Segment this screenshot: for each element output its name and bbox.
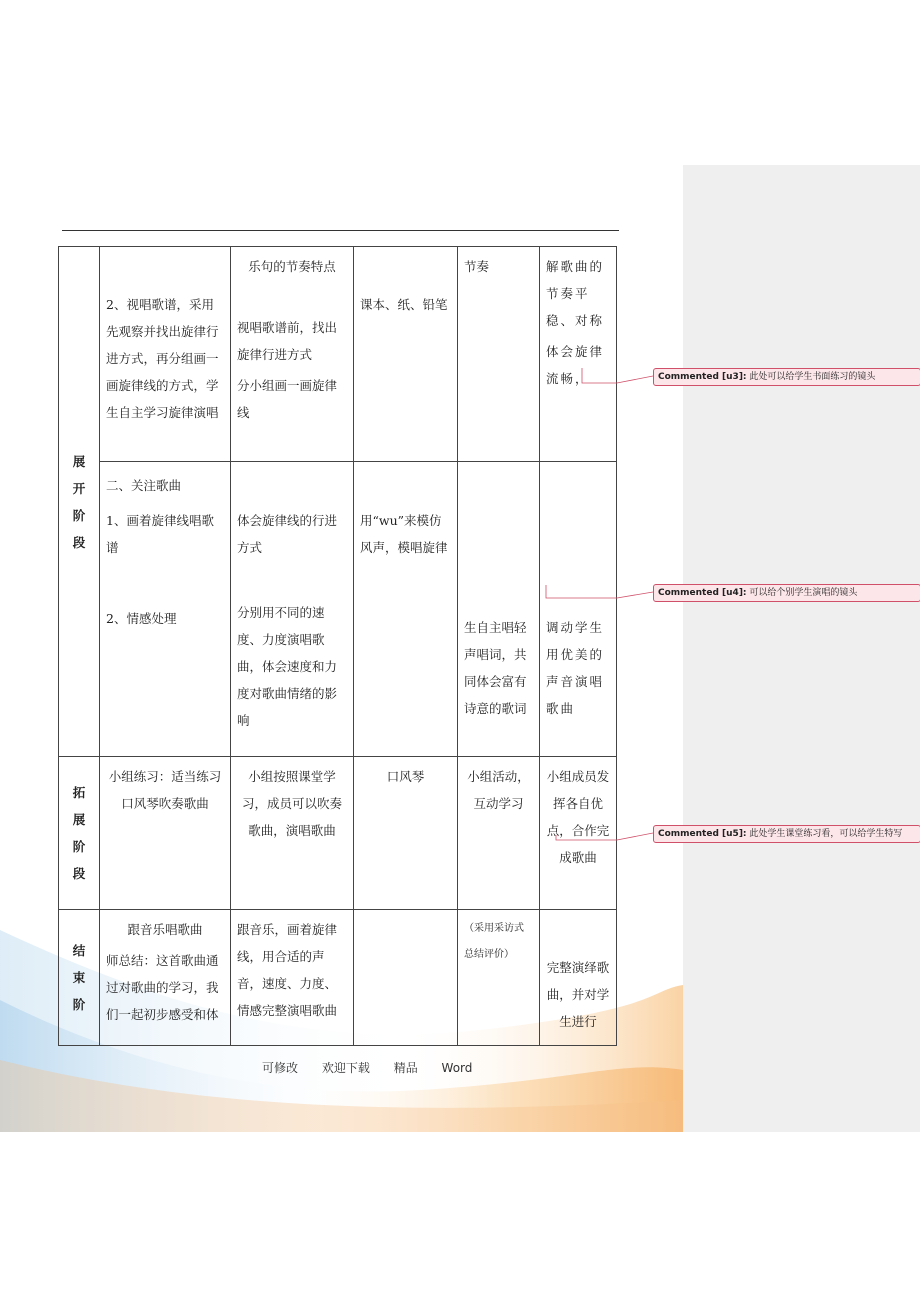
page-footer [262, 1059, 486, 1076]
stage-cell-end [59, 910, 100, 1046]
table-cell [231, 247, 354, 462]
cell-text: 小组练习：适当练习口风琴吹奏歌曲 [108, 769, 222, 811]
stage-char: 段 [72, 534, 86, 550]
stage-char: 展 [72, 812, 86, 827]
table-cell [100, 247, 231, 462]
cell-text: 1、画着旋律线唱歌谱 [106, 513, 214, 555]
comment-text: 此处学生课堂练习看，可以给学生特写 [749, 829, 903, 839]
stage-char: 束 [72, 970, 86, 985]
stage-char: 阶 [72, 839, 86, 854]
table-cell [354, 247, 458, 462]
cell-text: 师总结：这首歌曲通过对歌曲的学习，我们一起初步感受和体 [106, 953, 219, 1022]
cell-text: 解歌曲的节奏平稳、对称 [546, 259, 605, 328]
cell-text: 分别用不同的速度、力度演唱歌曲，体会速度和力度对歌曲情绪的影响 [237, 605, 338, 728]
comment-text: 此处可以给学生书面练习的镜头 [749, 372, 876, 382]
table-cell [354, 462, 458, 757]
cell-text: 分小组画一画旋律线 [237, 378, 338, 420]
stage-cell-extend [59, 757, 100, 910]
header-rule [62, 230, 619, 231]
comment-balloon[interactable] [653, 584, 920, 602]
table-cell [458, 462, 540, 757]
footer-text: 可修改 [262, 1061, 299, 1075]
cell-text: 生自主唱轻声唱词，共同体会富有诗意的歌词 [464, 620, 527, 716]
cell-text: 口风琴 [386, 769, 425, 784]
footer-text: 精品 [393, 1061, 418, 1075]
table-row [59, 910, 617, 1046]
comment-text: 可以给个别学生演唱的镜头 [749, 588, 858, 598]
stage-char: 阶 [72, 507, 86, 523]
table-cell [458, 910, 540, 1046]
table-cell [354, 757, 458, 910]
cell-text: 体会旋律线的行进方式 [237, 513, 338, 555]
table-cell [540, 462, 617, 757]
comments-margin-pane [683, 165, 920, 1132]
footer-text: 欢迎下载 [321, 1061, 370, 1075]
cell-text: 小组成员发挥各自优点，合作完成歌曲 [546, 769, 610, 865]
lesson-plan-table [58, 246, 617, 1046]
table-cell [458, 757, 540, 910]
table-cell [100, 757, 231, 910]
table-row [59, 462, 617, 757]
cell-text: 视唱歌谱前，找出旋律行进方式 [237, 320, 338, 362]
cell-text: 2、情感处理 [106, 611, 177, 626]
stage-char: 展 [72, 453, 86, 469]
comment-balloon[interactable] [653, 825, 920, 843]
table-cell [231, 462, 354, 757]
stage-char: 开 [72, 480, 86, 496]
table-row [59, 757, 617, 910]
cell-text: 跟音乐唱歌曲 [127, 922, 203, 937]
table-cell [100, 462, 231, 757]
comment-tag: Commented [u3]: [658, 372, 747, 382]
table-cell [458, 247, 540, 462]
table-cell [540, 247, 617, 462]
table-cell [540, 910, 617, 1046]
cell-text: （采用采访式总结评价） [464, 923, 524, 960]
cell-text: 小组活动，互动学习 [467, 769, 530, 811]
table-cell [231, 910, 354, 1046]
comment-tag: Commented [u5]: [658, 829, 747, 839]
footer-text: Word [441, 1061, 473, 1075]
cell-text: 小组按照课堂学习，成员可以吹奏歌曲，演唱歌曲 [241, 769, 342, 838]
cell-text: 用“wu”来模仿风声，模唱旋律 [360, 513, 448, 555]
comment-tag: Commented [u4]: [658, 588, 747, 598]
cell-text: 二、关注歌曲 [106, 478, 182, 493]
table-cell [540, 757, 617, 910]
cell-text: 2、视唱歌谱，采用先观察并找出旋律行进方式，再分组画一画旋律线的方式，学生自主学习旋律演唱 [106, 297, 219, 420]
cell-text: 跟音乐，画着旋律线，用合适的声音，速度、力度、情感完整演唱歌曲 [237, 922, 338, 1018]
stage-char: 段 [72, 866, 86, 881]
cell-text: 调动学生用优美的声音演唱歌曲 [546, 620, 605, 716]
stage-char: 结 [72, 943, 86, 958]
stage-cell-expand [59, 247, 100, 757]
table-cell [231, 757, 354, 910]
table-row [59, 247, 617, 462]
cell-text: 课本、纸、铅笔 [360, 297, 448, 312]
stage-char: 阶 [72, 997, 86, 1012]
table-cell [354, 910, 458, 1046]
cell-text: 体会旋律流畅， [546, 344, 605, 386]
comment-balloon[interactable] [653, 368, 920, 386]
cell-text: 完整演绎歌曲，并对学生进行 [546, 960, 610, 1029]
stage-char: 拓 [72, 785, 86, 800]
cell-text: 乐句的节奏特点 [248, 259, 336, 274]
cell-text: 节奏 [464, 259, 490, 274]
table-cell [100, 910, 231, 1046]
